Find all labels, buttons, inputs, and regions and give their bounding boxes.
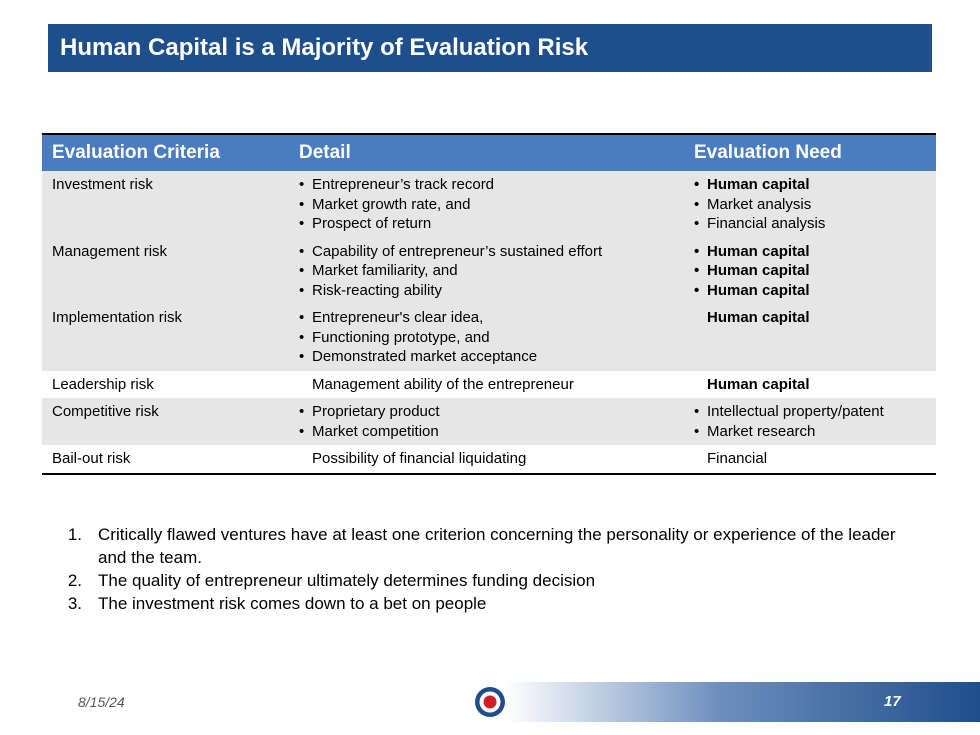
detail-item: • Demonstrated market acceptance [299,347,684,367]
table-row [42,445,936,473]
notes-list [62,523,922,615]
detail-item: • Prospect of return [299,214,684,234]
detail-item: • Market growth rate, and [299,195,684,215]
detail-item: • Functioning prototype, and [299,328,684,348]
detail-cell [289,398,684,445]
need-item: • Human capital [694,175,936,195]
evaluation-table [42,135,936,473]
need-item: • Market research [694,422,936,442]
need-item: • Human capital [694,242,936,262]
need-item: Human capital [707,375,810,393]
title-bar [48,24,932,72]
detail-item: • Risk-reacting ability [299,281,684,301]
detail-item: • Proprietary product [299,402,684,422]
need-item: Financial [707,450,768,467]
need-cell [684,445,936,473]
note-item [62,523,922,569]
criteria-cell: Competitive risk [42,398,289,445]
table-row [42,398,936,445]
criteria-cell: Investment risk [42,171,289,238]
detail-item: • Capability of entrepreneur’s sustained effort [299,242,684,262]
footer-date: 8/15/24 [78,694,125,710]
header-detail: Detail [289,135,684,171]
detail-item: • Market familiarity, and [299,261,684,281]
detail-item: • Entrepreneur’s track record [299,175,684,195]
page-number: 17 [884,693,901,710]
need-item: • Financial analysis [694,214,936,234]
table-row [42,171,936,238]
need-cell [684,371,936,399]
detail-cell [289,304,684,371]
detail-item: • Entrepreneur's clear idea, [299,308,684,328]
table-row [42,371,936,399]
criteria-cell: Management risk [42,238,289,305]
need-cell [684,398,936,445]
roundel-icon [474,686,506,718]
need-item: • Intellectual property/patent [694,402,936,422]
detail-item: Management ability of the entrepreneur [312,375,574,393]
header-evaluation-criteria: Evaluation Criteria [42,135,289,171]
note-number: 3. [67,594,82,613]
need-cell [684,238,936,305]
criteria-cell: Bail-out risk [52,450,131,467]
need-item: • Market analysis [694,195,936,215]
criteria-cell: Leadership risk [52,375,154,393]
header-evaluation-need: Evaluation Need [684,135,936,171]
detail-cell [289,445,684,473]
note-text: The investment risk comes down to a bet on people [98,594,487,613]
need-cell [684,304,936,371]
footer-band [505,682,980,722]
detail-cell [289,171,684,238]
need-item: Human capital [707,309,810,326]
need-item: • Human capital [694,261,936,281]
need-cell [684,171,936,238]
detail-item: Possibility of financial liquidating [312,450,527,467]
note-item [62,592,922,615]
note-item [62,569,922,592]
evaluation-table-container [42,133,936,475]
detail-item: • Market competition [299,422,684,442]
table-row [42,238,936,305]
note-number: 1. [67,525,82,544]
detail-cell [289,371,684,399]
note-text: The quality of entrepreneur ultimately determines funding decision [98,571,596,590]
criteria-cell: Implementation risk [42,304,289,371]
note-text: Critically flawed ventures have at least one criterion concerning the personality or experience of the leader and the team. [98,525,896,567]
table-header-row [42,135,936,171]
note-number: 2. [67,571,82,590]
slide-title: Human Capital is a Majority of Evaluation Risk [60,34,589,61]
need-item: • Human capital [694,281,936,301]
detail-cell [289,238,684,305]
table-row [42,304,936,371]
